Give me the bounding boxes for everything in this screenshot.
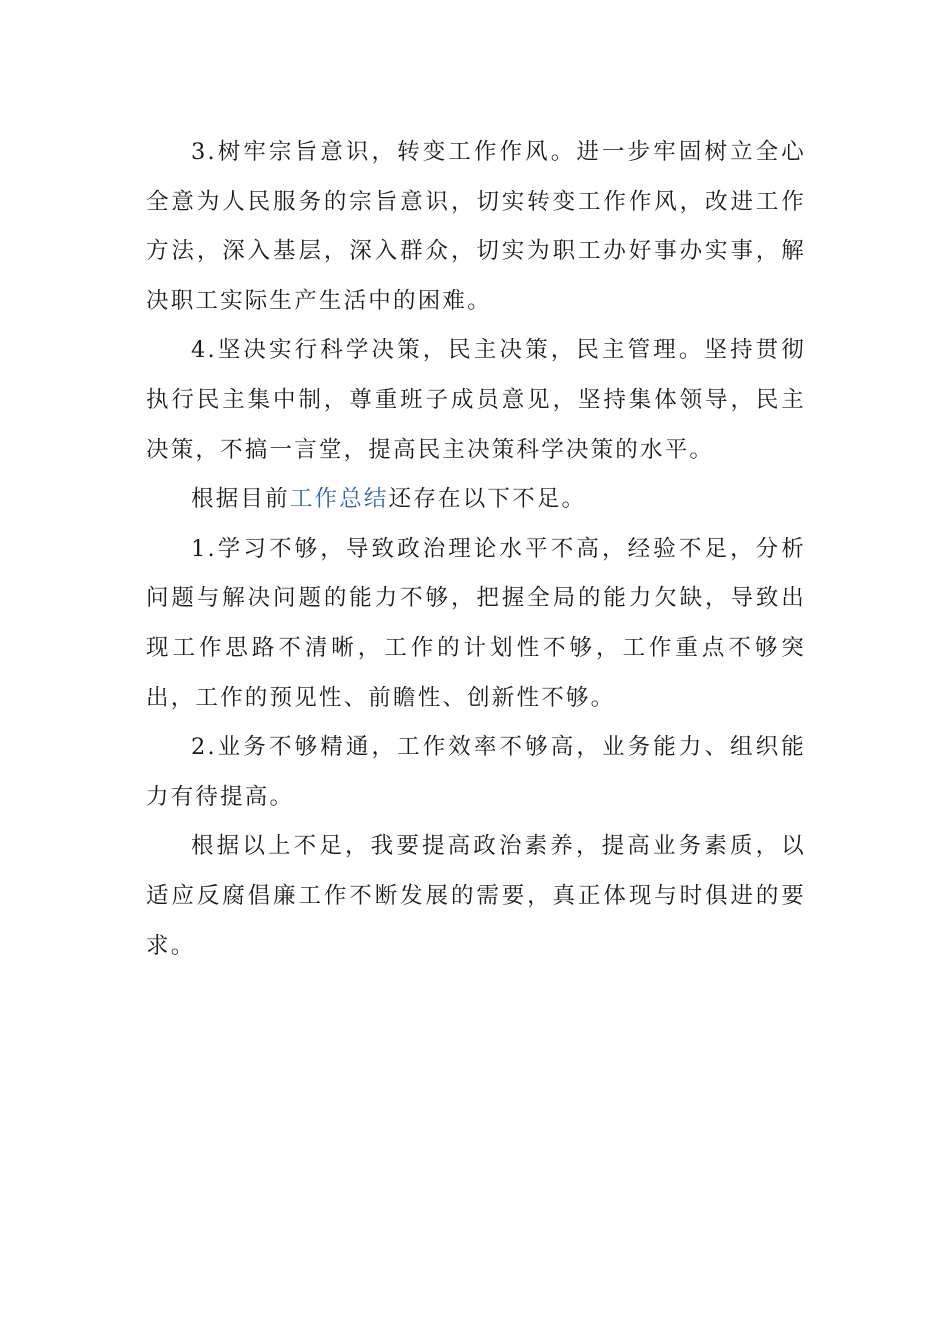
paragraph-shortcomings-intro bbox=[146, 475, 806, 525]
paragraph-item-3: 3.树牢宗旨意识，转变工作作风。进一步牢固树立全心全意为人民服务的宗旨意识，切实转变工作作风，改进工作方法，深入基层，深入群众，切实为职工办好事办实事，解决职工实际生产生活中的困难。 bbox=[146, 139, 806, 314]
paragraph-shortcoming-1: 1.学习不够，导致政治理论水平不高，经验不足，分析问题与解决问题的能力不够，把握全局的能力欠缺，导致出现工作思路不清晰，工作的计划性不够，工作重点不够突出，工作的预见性、前瞻性、创新性不够。 bbox=[146, 535, 806, 711]
paragraph-conclusion: 根据以上不足，我要提高政治素养，提高业务素质，以适应反腐倡廉工作不断发展的需要，真正体现与时俱进的要求。 bbox=[146, 833, 806, 959]
paragraph-item-4: 4.坚决实行科学决策，民主决策，民主管理。坚持贯彻执行民主集中制，尊重班子成员意见，坚持集体领导，民主决策，不搞一言堂，提高民主决策科学决策的水平。 bbox=[146, 337, 806, 463]
intro-text-before: 根据目前 bbox=[191, 486, 290, 513]
intro-text-after: 还存在以下不足。 bbox=[388, 486, 587, 513]
document-page bbox=[146, 128, 806, 971]
work-summary-link[interactable]: 工作总结 bbox=[289, 486, 389, 513]
paragraph-shortcoming-2: 2.业务不够精通，工作效率不够高，业务能力、组织能力有待提高。 bbox=[146, 734, 806, 810]
